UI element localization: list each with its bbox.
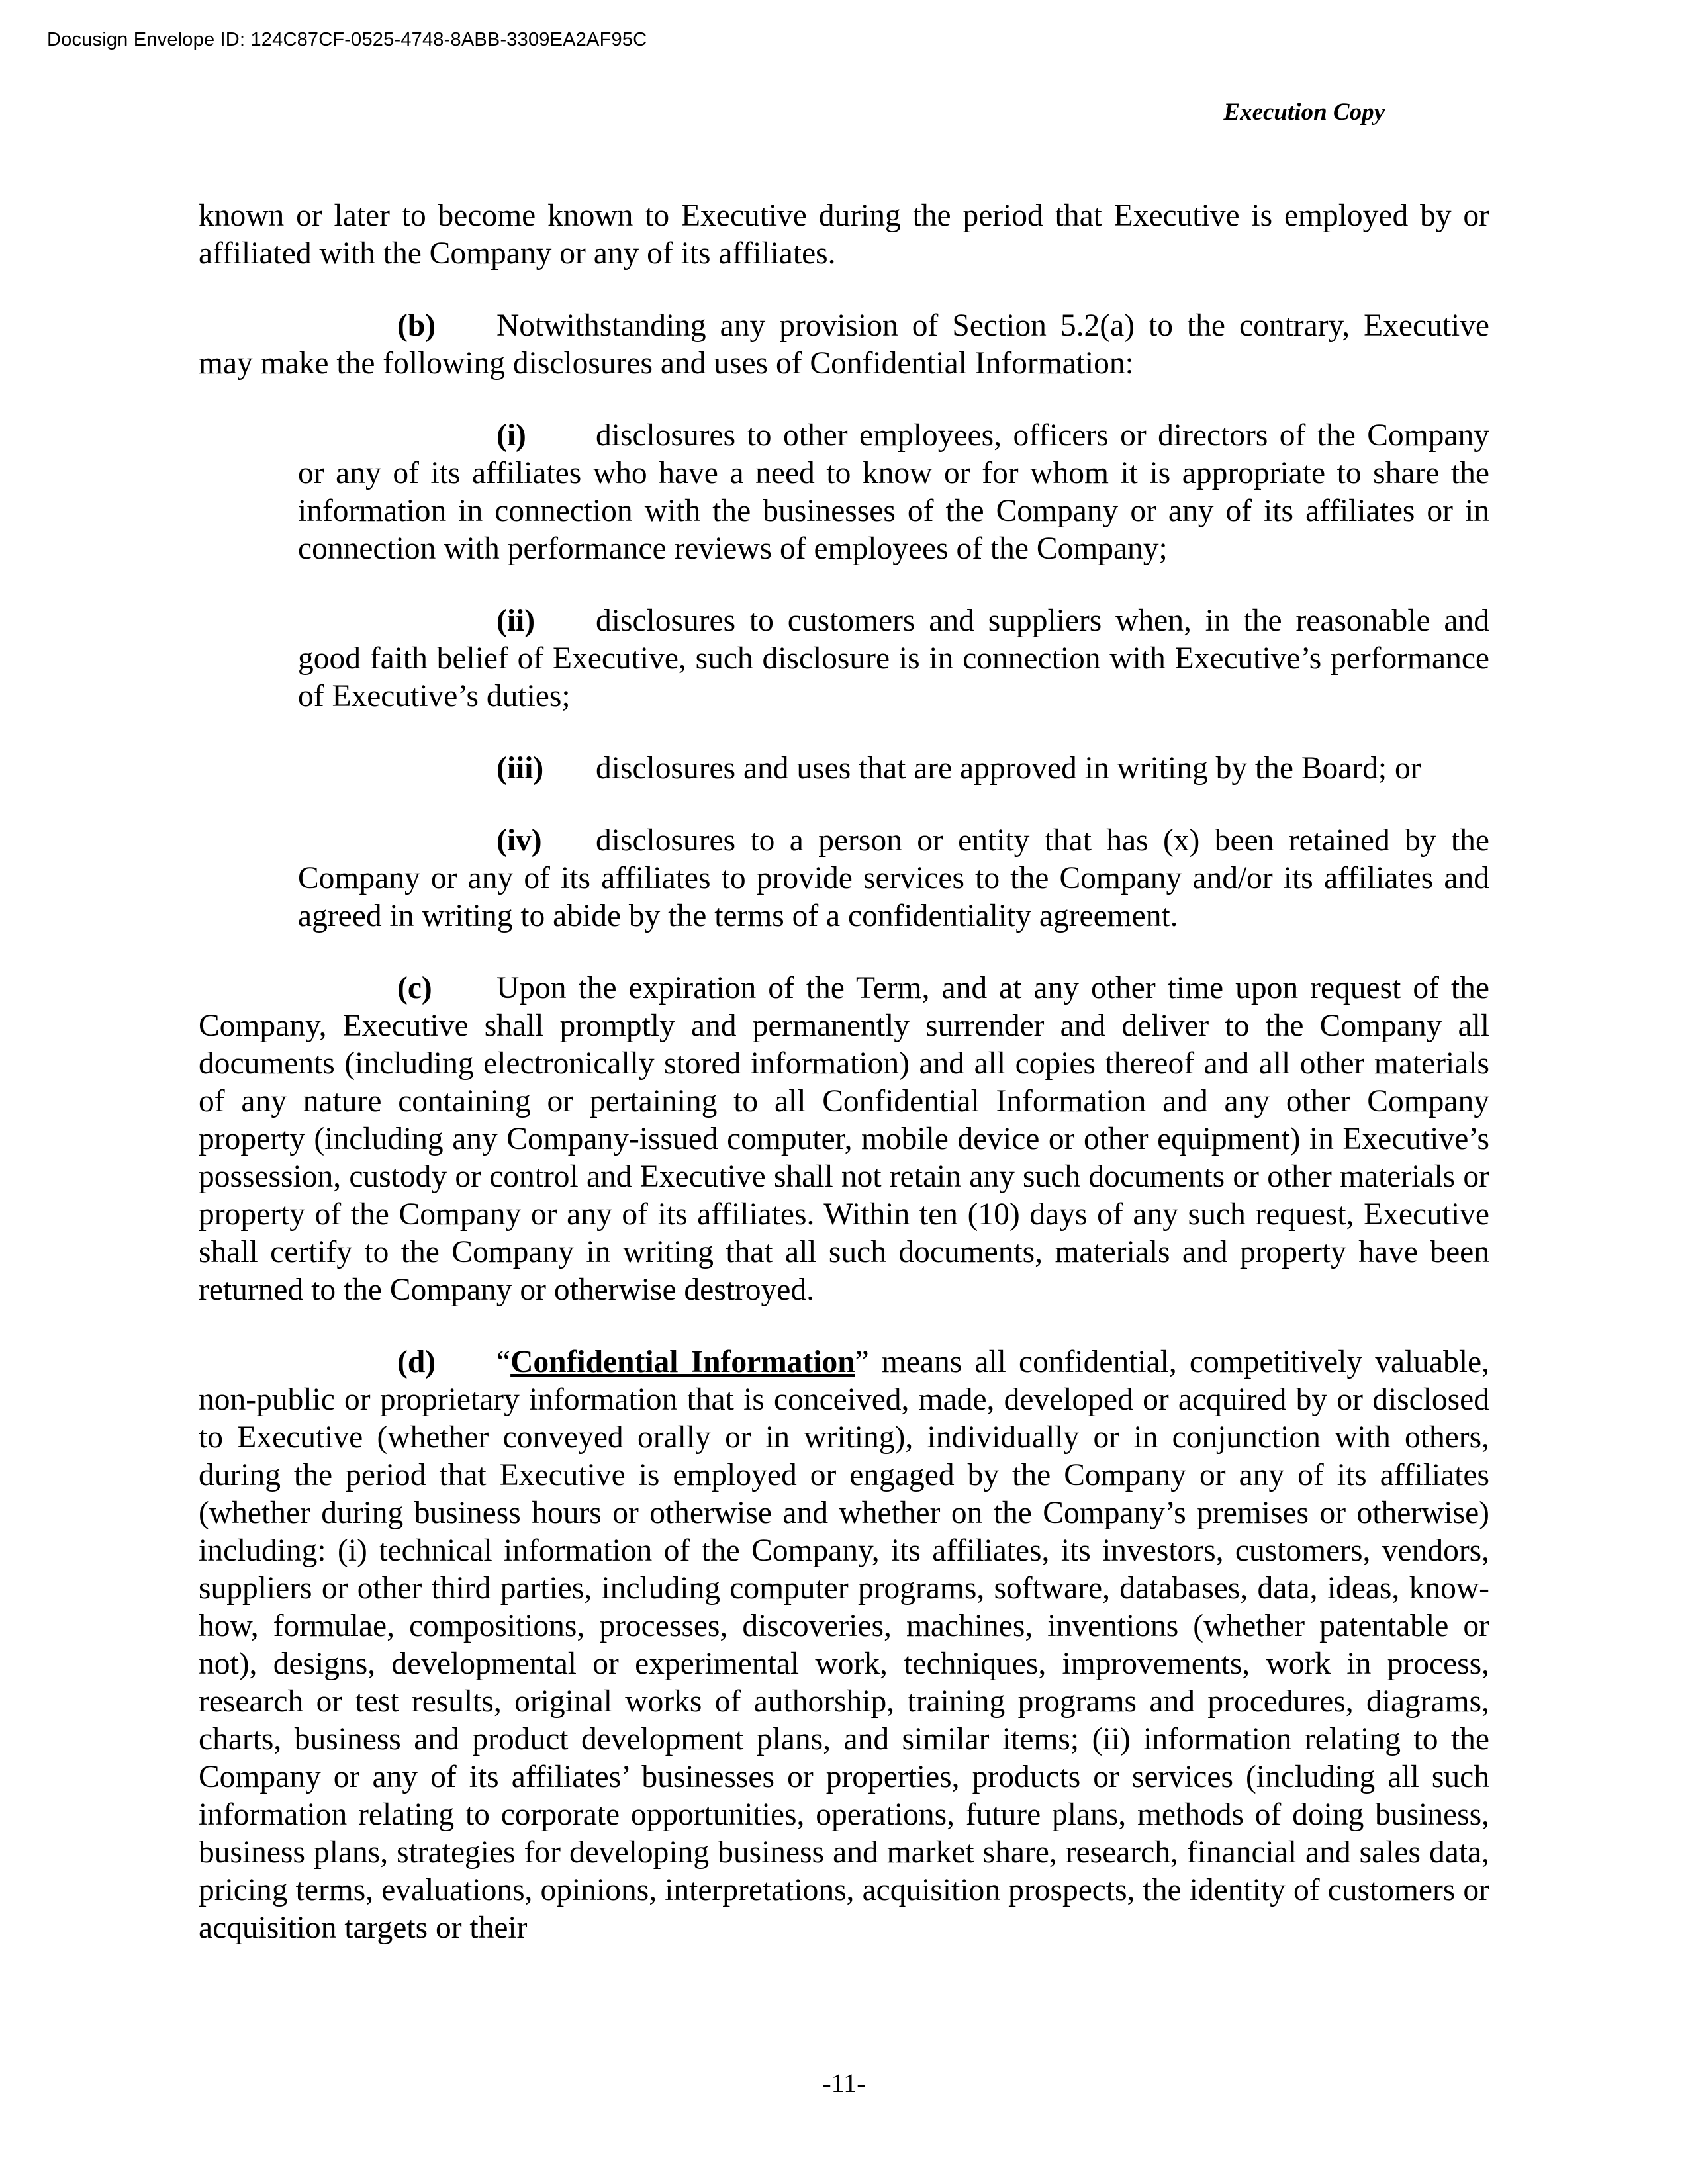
paragraph-continued: known or later to become known to Executive during the period that Executive is employed by or affiliated with the Company or any of its affiliates. bbox=[199, 199, 1489, 271]
paragraph-d-text: means all confidential, competitively valuable, non-public or proprietary information that is conceived, made, developed or acquired by or disclosed to Executive (whether conveyed orally or in writing), individually or in conjunction with others, during the period that Executive is employed or engaged by the Company or any of its affiliates (whether during business hours or otherwise and whether on the Company’s premises or otherwise) including: (i) technical information of the Company, its affiliates, its investors, customers, vendors, suppliers or other third parties, including computer programs, software, databases, data, ideas, know-how, formulae, compositions, processes, discoveries, machines, inventions (whether patentable or not), designs, developmental or experimental work, techniques, improvements, work in process, research or test results, original works of authorship, training programs and procedures, diagrams, charts, business and product development plans, and similar items; (ii) information relating to the Company or any of its affiliates’ businesses or properties, products or services (including all such information relating to corporate opportunities, operations, future plans, methods of doing business, business plans, strategies for developing business and market share, research, financial and sales data, pricing terms, evaluations, opinions, interpretations, acquisition prospects, the identity of customers or acquisition targets or their bbox=[199, 1345, 1489, 1945]
clause-b-iv-marker: (iv) bbox=[496, 823, 542, 858]
document-body bbox=[199, 197, 1489, 1947]
page-number: -11- bbox=[822, 2068, 866, 2098]
clause-b-iv-text: disclosures to a person or entity that has (x) been retained by the Company or any of its affiliates to provide services to the Company and/or its affiliates and agreed in writing to abide by the terms of a confidentiality agreement. bbox=[298, 823, 1489, 933]
clause-b-iii-marker: (iii) bbox=[496, 751, 544, 786]
paragraph-c bbox=[199, 970, 1489, 1309]
paragraph-b bbox=[199, 307, 1489, 383]
paragraph-d bbox=[199, 1343, 1489, 1947]
paragraph-c-text: Upon the expiration of the Term, and at any other time upon request of the Company, Executive shall promptly and permanently surrender and deliver to the Company all documents (including electronically stored information) and all copies thereof and all other materials of any nature containing or pertaining to all Confidential Information and any other Company property (including any Company-issued computer, mobile device or other equipment) in Executive’s possession, custody or control and Executive shall not retain any such documents or other materials or property of the Company or any of its affiliates. Within ten (10) days of any such request, Executive shall certify to the Company in writing that all such documents, materials and property have been returned to the Company or otherwise destroyed. bbox=[199, 971, 1489, 1307]
paragraph-c-marker: (c) bbox=[397, 971, 432, 1005]
clause-b-i-text: disclosures to other employees, officers or directors of the Company or any of its affiliates who have a need to know or for whom it is appropriate to share the information in connection with the businesses of the Company or any of its affiliates or in connection with performance reviews of employees of the Company; bbox=[298, 418, 1489, 566]
clause-b-iv bbox=[298, 822, 1489, 935]
paragraph-d-open-quote: “ bbox=[496, 1345, 511, 1379]
paragraph-d-marker: (d) bbox=[397, 1345, 436, 1379]
defined-term-confidential-information: Confidential Information bbox=[510, 1345, 855, 1379]
clause-b-iii-text: disclosures and uses that are approved in writing by the Board; or bbox=[596, 751, 1421, 786]
clause-b-ii-marker: (ii) bbox=[496, 604, 536, 638]
paragraph-b-marker: (b) bbox=[397, 308, 436, 343]
clause-b-i bbox=[298, 417, 1489, 568]
clause-b-ii bbox=[298, 602, 1489, 715]
execution-copy-header: Execution Copy bbox=[1223, 99, 1385, 126]
paragraph-b-text: Notwithstanding any provision of Section 5.2(a) to the contrary, Executive may make the following disclosures and uses of Confidential Information: bbox=[199, 308, 1489, 381]
clause-b-ii-text: disclosures to customers and suppliers when, in the reasonable and good faith belief of Executive, such disclosure is in connection with Executive’s performance of Executive’s duties; bbox=[298, 604, 1489, 713]
paragraph-d-close-quote: ” bbox=[855, 1345, 869, 1379]
docusign-envelope-id: Docusign Envelope ID: 124C87CF-0525-4748-8ABB-3309EA2AF95C bbox=[47, 29, 647, 50]
clause-b-iii bbox=[298, 750, 1489, 788]
clause-b-i-marker: (i) bbox=[496, 418, 526, 453]
